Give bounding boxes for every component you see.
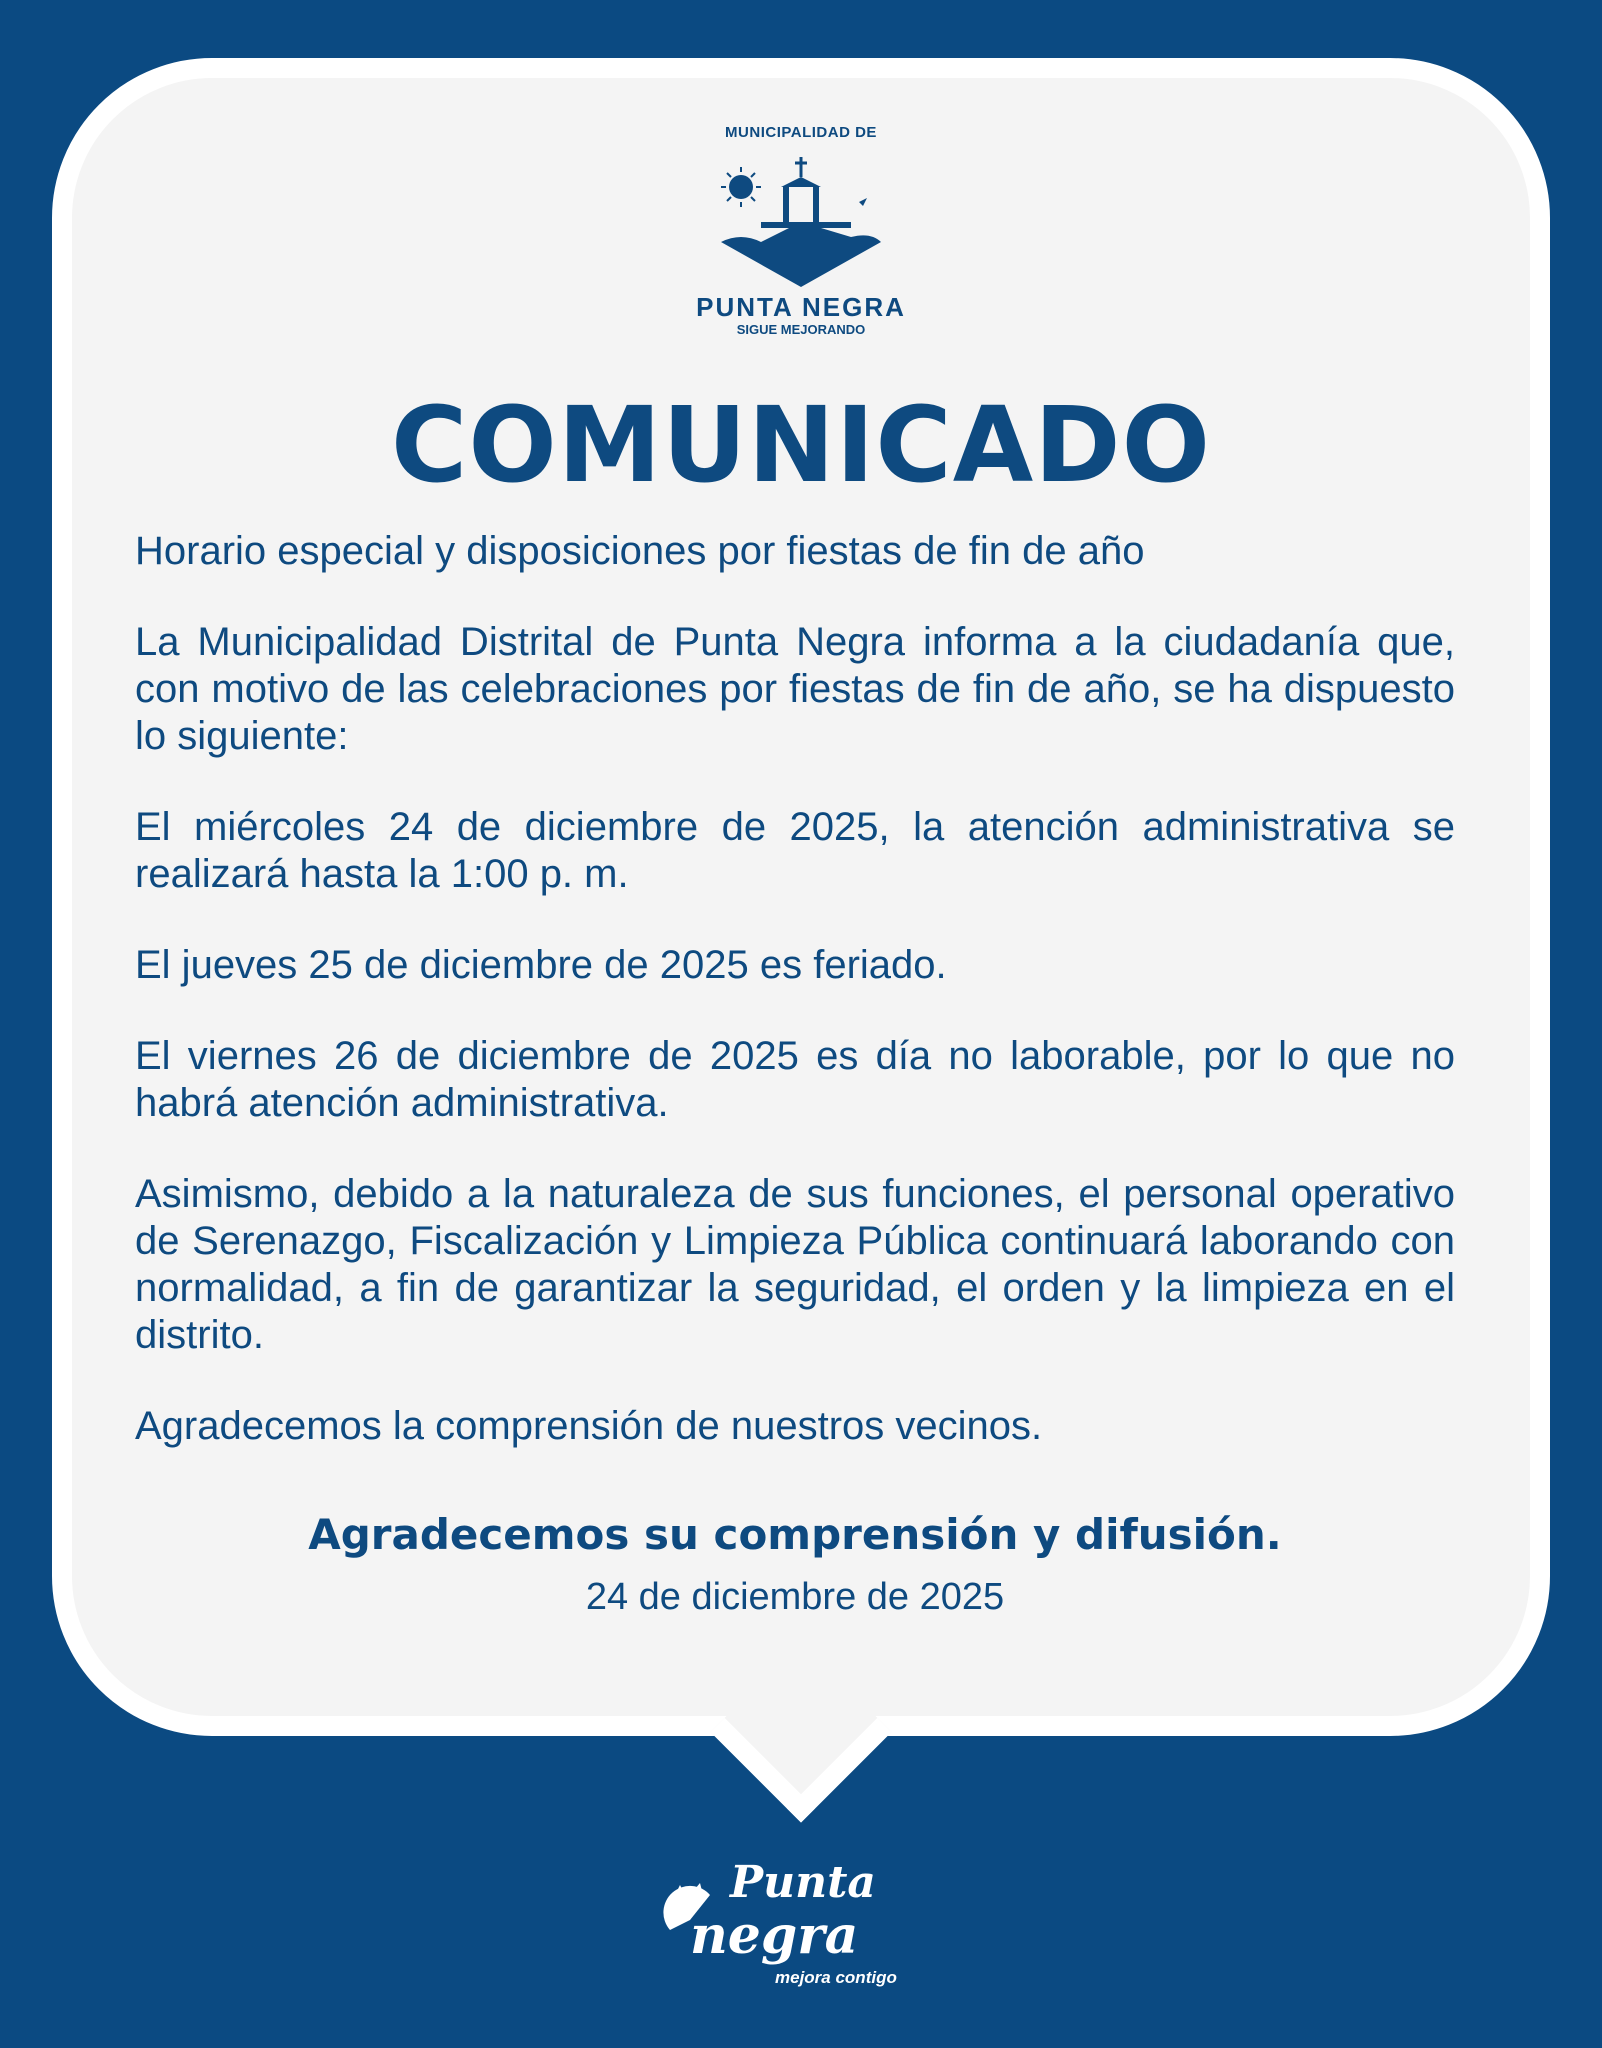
paragraph: El miércoles 24 de diciembre de 2025, la atención administrativa se realizará hasta la 1:00 p. m. (135, 805, 1455, 896)
paragraph: El jueves 25 de diciembre de 2025 es feriado. (135, 943, 947, 987)
closing-text: Agradecemos su comprensión y difusión. (308, 1510, 1282, 1559)
municipality-logo (660, 110, 942, 370)
logo-slogan: SIGUE MEJORANDO (736, 322, 866, 337)
logo-top-text: MUNICIPALIDAD DE (725, 124, 877, 141)
notice-date: 24 de diciembre de 2025 (585, 1576, 1005, 1618)
page-title: COMUNICADO (391, 384, 1211, 506)
brand-line2: negra (690, 1905, 859, 1966)
paragraph: El viernes 26 de diciembre de 2025 es día no laborable, por lo que no habrá atención administrativa. (135, 1034, 1455, 1125)
paragraph: Asimismo, debido a la naturaleza de sus funciones, el personal operativo de Serenazgo, Fiscalización y Limpieza Pública continuará laborando con normalidad, a fin de garantizar la seguridad, el orden y la limpieza en el distrito. (135, 1172, 1455, 1357)
brand-line1: Punta (730, 1857, 876, 1908)
brand-tagline: mejora contigo (775, 1968, 897, 1987)
paragraph: Agradecemos la comprensión de nuestros vecinos. (135, 1404, 1043, 1448)
notice-body (135, 528, 1455, 1450)
notice-content (135, 528, 1455, 1620)
paragraph: La Municipalidad Distrital de Punta Negra informa a la ciudadanía que, con motivo de las celebraciones por fiestas de fin de año, se ha dispuesto lo siguiente: (135, 620, 1455, 758)
chapel-on-rock-icon (701, 142, 901, 292)
logo-name: PUNTA NEGRA (696, 292, 906, 322)
notice-subtitle: Horario especial y disposiciones por fiestas de fin de año (135, 529, 1145, 573)
brand-logo (660, 1857, 960, 2000)
